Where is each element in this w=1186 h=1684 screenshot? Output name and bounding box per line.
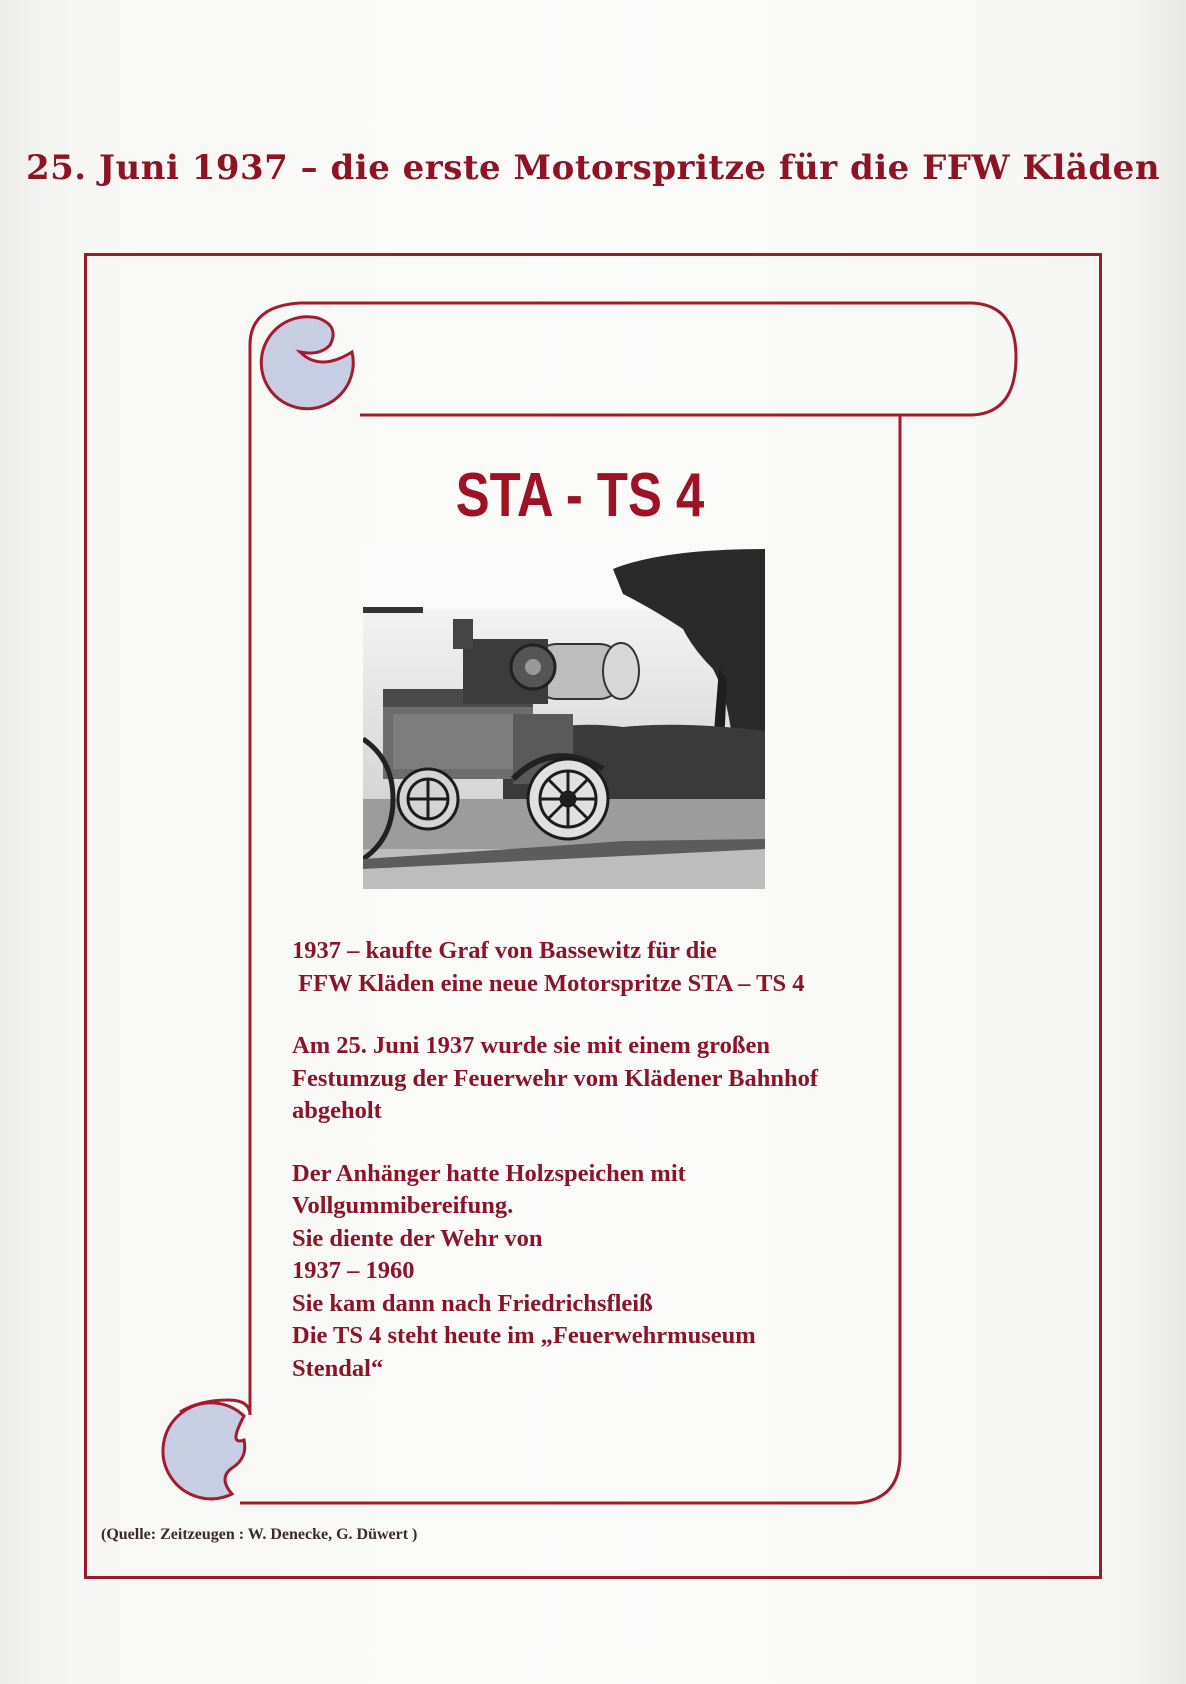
- text-line: Die TS 4 steht heute im „Feuerwehrmuseum: [292, 1322, 756, 1349]
- description-text: [292, 935, 932, 1415]
- paragraph-purchase: [292, 935, 932, 1000]
- text-line: Sie kam dann nach Friedrichsfleiß: [292, 1289, 653, 1317]
- text-line: Der Anhänger hatte Holzspeichen mit: [292, 1159, 686, 1187]
- fire-pump-photo: [363, 549, 765, 889]
- paragraph-delivery: [292, 1030, 932, 1128]
- text-line: 1937 – kaufte Graf von Bassewitz für die: [292, 937, 717, 964]
- text-line: Vollgummibereifung.: [292, 1192, 514, 1219]
- page-headline: 25. Juni 1937 – die erste Motorspritze für die FFW Kläden: [25, 148, 1161, 188]
- paragraph-history: [292, 1158, 932, 1386]
- text-line: 1937 – 1960: [292, 1257, 415, 1284]
- scroll-heading: STA - TS 4: [455, 461, 705, 530]
- text-line: Stendal“: [292, 1354, 384, 1382]
- text-line: FFW Kläden eine neue Motorspritze STA – TS 4: [292, 969, 805, 997]
- text-line: Festumzug der Feuerwehr vom Klädener Bahnhof: [292, 1064, 819, 1092]
- bottom-curl-shape: [163, 1403, 245, 1499]
- text-line: Sie diente der Wehr von: [292, 1224, 543, 1252]
- text-line: Am 25. Juni 1937 wurde sie mit einem großen: [292, 1032, 770, 1059]
- top-curl-shape: [261, 317, 353, 409]
- source-citation: (Quelle: Zeitzeugen : W. Denecke, G. Düwert ): [101, 1526, 418, 1543]
- text-line: abgeholt: [292, 1097, 382, 1124]
